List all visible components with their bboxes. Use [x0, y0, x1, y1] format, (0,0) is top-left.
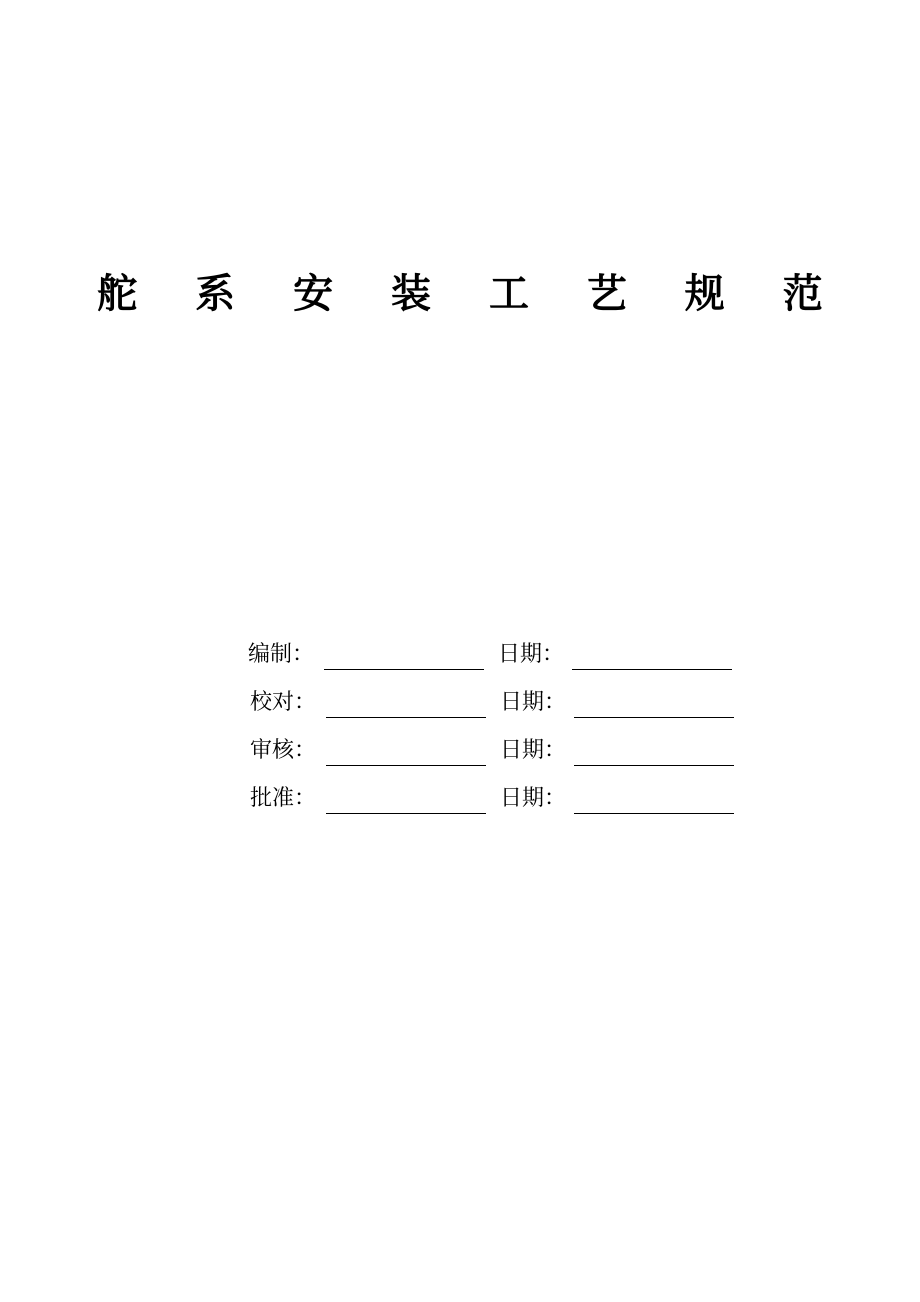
- role-label-compile: 编制：: [248, 642, 315, 667]
- date-line-compile: [572, 643, 732, 670]
- date-label-compile: 日期：: [498, 642, 565, 667]
- signature-line-compile: [324, 643, 484, 670]
- signoff-row-proofread: [250, 670, 750, 718]
- date-label-approve: 日期：: [500, 786, 567, 811]
- signature-line-approve: [326, 787, 486, 814]
- signature-line-review: [326, 739, 486, 766]
- date-label-proofread: 日期：: [500, 690, 567, 715]
- role-label-approve: 批准：: [250, 786, 317, 811]
- signoff-row-review: [250, 718, 750, 766]
- signoff-row-approve: [250, 766, 750, 814]
- date-line-approve: [574, 787, 734, 814]
- signoff-row-compile: [248, 622, 750, 670]
- signoff-block: [250, 622, 750, 814]
- document-title: 舵 系 安 装 工 艺 规 范: [97, 271, 845, 317]
- date-line-proofread: [574, 691, 734, 718]
- role-label-proofread: 校对：: [250, 690, 317, 715]
- signature-line-proofread: [326, 691, 486, 718]
- date-label-review: 日期：: [500, 738, 567, 763]
- role-label-review: 审核：: [250, 738, 317, 763]
- date-line-review: [574, 739, 734, 766]
